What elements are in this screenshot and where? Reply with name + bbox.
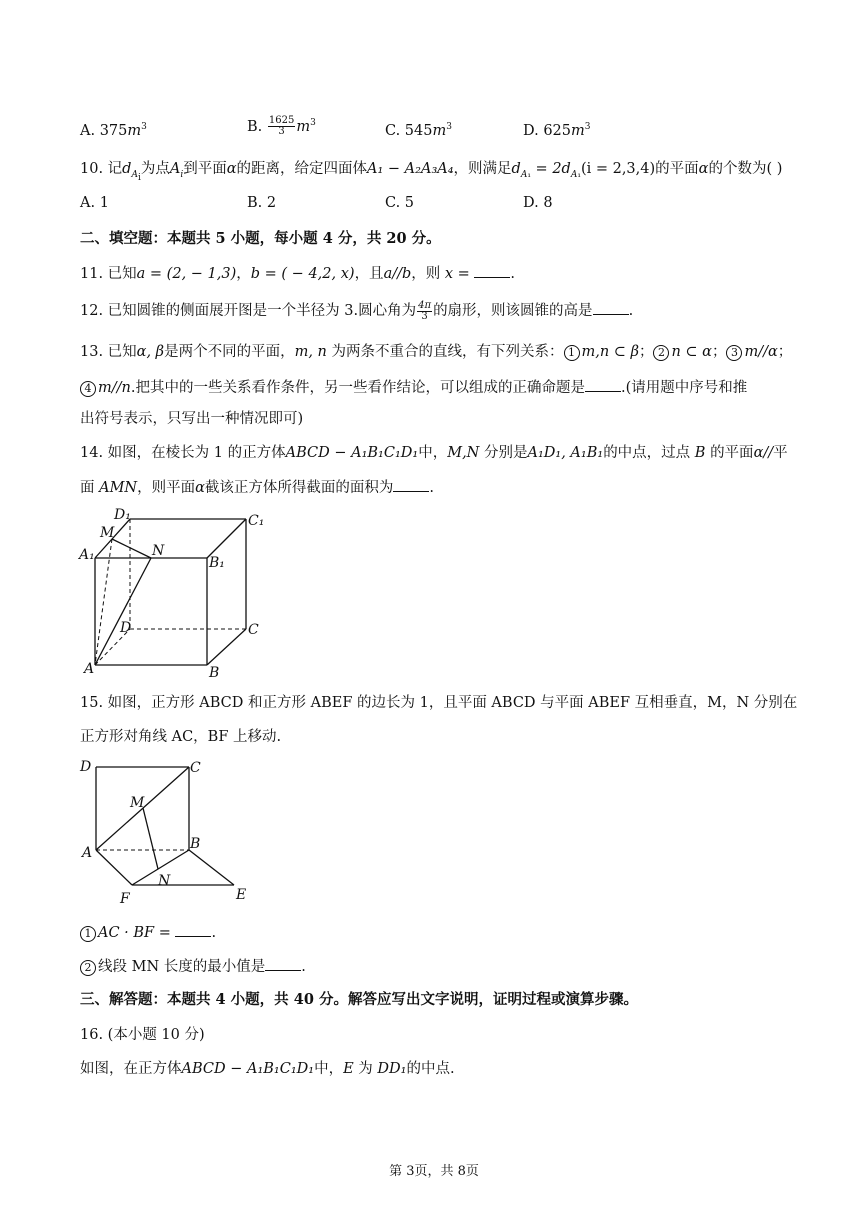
- q10-option-a: A. 1: [80, 195, 109, 211]
- label-c: C: [190, 760, 201, 776]
- fraction: $\frac{1625}{3}$: [268, 115, 295, 138]
- q9-option-b: B. $\frac{1625}{3}$ $m^3$: [247, 115, 316, 138]
- q15-line-2: 正方形对角线 AC，BF 上移动.: [80, 729, 282, 745]
- answer-blank: [585, 377, 621, 392]
- label-n: N: [158, 873, 171, 889]
- edge-be: [189, 850, 234, 885]
- q16-body: 如图，在正方体ABCD − A₁B₁C₁D₁中，E 为 DD₁的中点.: [80, 1061, 455, 1077]
- label-m: M: [130, 795, 145, 811]
- edge-na: [95, 558, 151, 665]
- q11-stem: 11. 已知a = (2, − 1,3)，b = ( − 4,2, x)，且a//b，则 x = .: [80, 263, 515, 284]
- answer-blank: [474, 263, 510, 278]
- edge-b1c1: [207, 519, 246, 558]
- label-d1: D₁: [114, 507, 131, 523]
- edge-mn: [112, 539, 151, 558]
- q14-line-1: 14. 如图，在棱长为 1 的正方体ABCD − A₁B₁C₁D₁中，M,N 分别是A₁D₁, A₁B₁的中点，过点 B 的平面α//平: [80, 445, 788, 461]
- q10-option-d: D. 8: [523, 195, 553, 211]
- answer-blank: [593, 300, 629, 315]
- cube-figure: [76, 505, 276, 685]
- answer-blank: [175, 922, 211, 937]
- q10-option-c: C. 5: [385, 195, 415, 211]
- label-b: B: [209, 665, 220, 681]
- edge-af: [96, 850, 132, 885]
- section-2-heading: 二、填空题：本题共 5 小题，每小题 4 分，共 20 分。: [80, 230, 441, 247]
- q15-sub-1: 1 AC · BF = .: [80, 922, 216, 943]
- answer-blank: [393, 477, 429, 492]
- q16-heading: 16. (本小题 10 分): [80, 1027, 205, 1043]
- label-a: A: [82, 845, 93, 861]
- answer-blank: [265, 956, 301, 971]
- q13-line-1: 13. 已知α, β是两个不同的平面，m, n 为两条不重合的直线，有下列关系： 1 m,n ⊂ β； 2 n ⊂ α； 3 m//α；: [80, 344, 793, 360]
- label-f: F: [120, 891, 130, 905]
- q10-option-b: B. 2: [247, 195, 277, 211]
- page-footer: 第 3页，共 8页: [389, 1164, 479, 1179]
- label-m: M: [100, 525, 115, 541]
- q12-stem: 12. 已知圆锥的侧面展开图是一个半径为 3.圆心角为 $\frac{4\pi}{3}$ 的扇形，则该圆锥的高是 .: [80, 299, 634, 322]
- segment-mn: [143, 808, 158, 869]
- label-c1: C₁: [248, 513, 265, 529]
- q9-option-d: D. $625m^3$: [523, 122, 591, 139]
- squares-figure: [76, 755, 276, 905]
- q13-line-2: 4 m//n.把其中的一些关系看作条件，另一些看作结论，可以组成的正确命题是 .(请用题中序号和推: [80, 377, 747, 398]
- q13-line-3: 出符号表示，只写出一种情况即可): [80, 411, 304, 427]
- edge-bc: [207, 629, 246, 665]
- label-b1: B₁: [209, 555, 225, 571]
- q9-option-a: A. $375m^3$: [80, 122, 147, 139]
- q14-line-2: 面 AMN，则平面α截该正方体所得截面的面积为 .: [80, 477, 434, 498]
- label-n: N: [152, 543, 165, 559]
- label-c: C: [248, 622, 259, 638]
- label-a: A: [84, 661, 95, 677]
- fraction: $\frac{4\pi}{3}$: [418, 299, 432, 322]
- label-d: D: [80, 759, 92, 775]
- label-b: B: [190, 836, 201, 852]
- label-e: E: [236, 887, 247, 903]
- q15-line-1: 15. 如图，正方形 ABCD 和正方形 ABEF 的边长为 1，且平面 ABCD 与平面 ABEF 互相垂直，M，N 分别在: [80, 695, 798, 711]
- q15-sub-2: 2 线段 MN 长度的最小值是 .: [80, 956, 306, 977]
- section-3-heading: 三、解答题：本题共 4 小题，共 40 分。解答应写出文字说明，证明过程或演算步骤。: [80, 991, 638, 1008]
- label-a1: A₁: [79, 547, 95, 563]
- q9-option-c: C. $545m^3$: [385, 122, 452, 139]
- q10-stem: 10. 记$d_{A_i}$为点$A_i$到平面α的距离，给定四面体A₁ − A₂A₃A₄，则满足$d_{A_1} = 2d_{A_1}(i = 2,3,4)$的平面α的个数为( ): [80, 161, 783, 183]
- label-d: D: [120, 620, 132, 636]
